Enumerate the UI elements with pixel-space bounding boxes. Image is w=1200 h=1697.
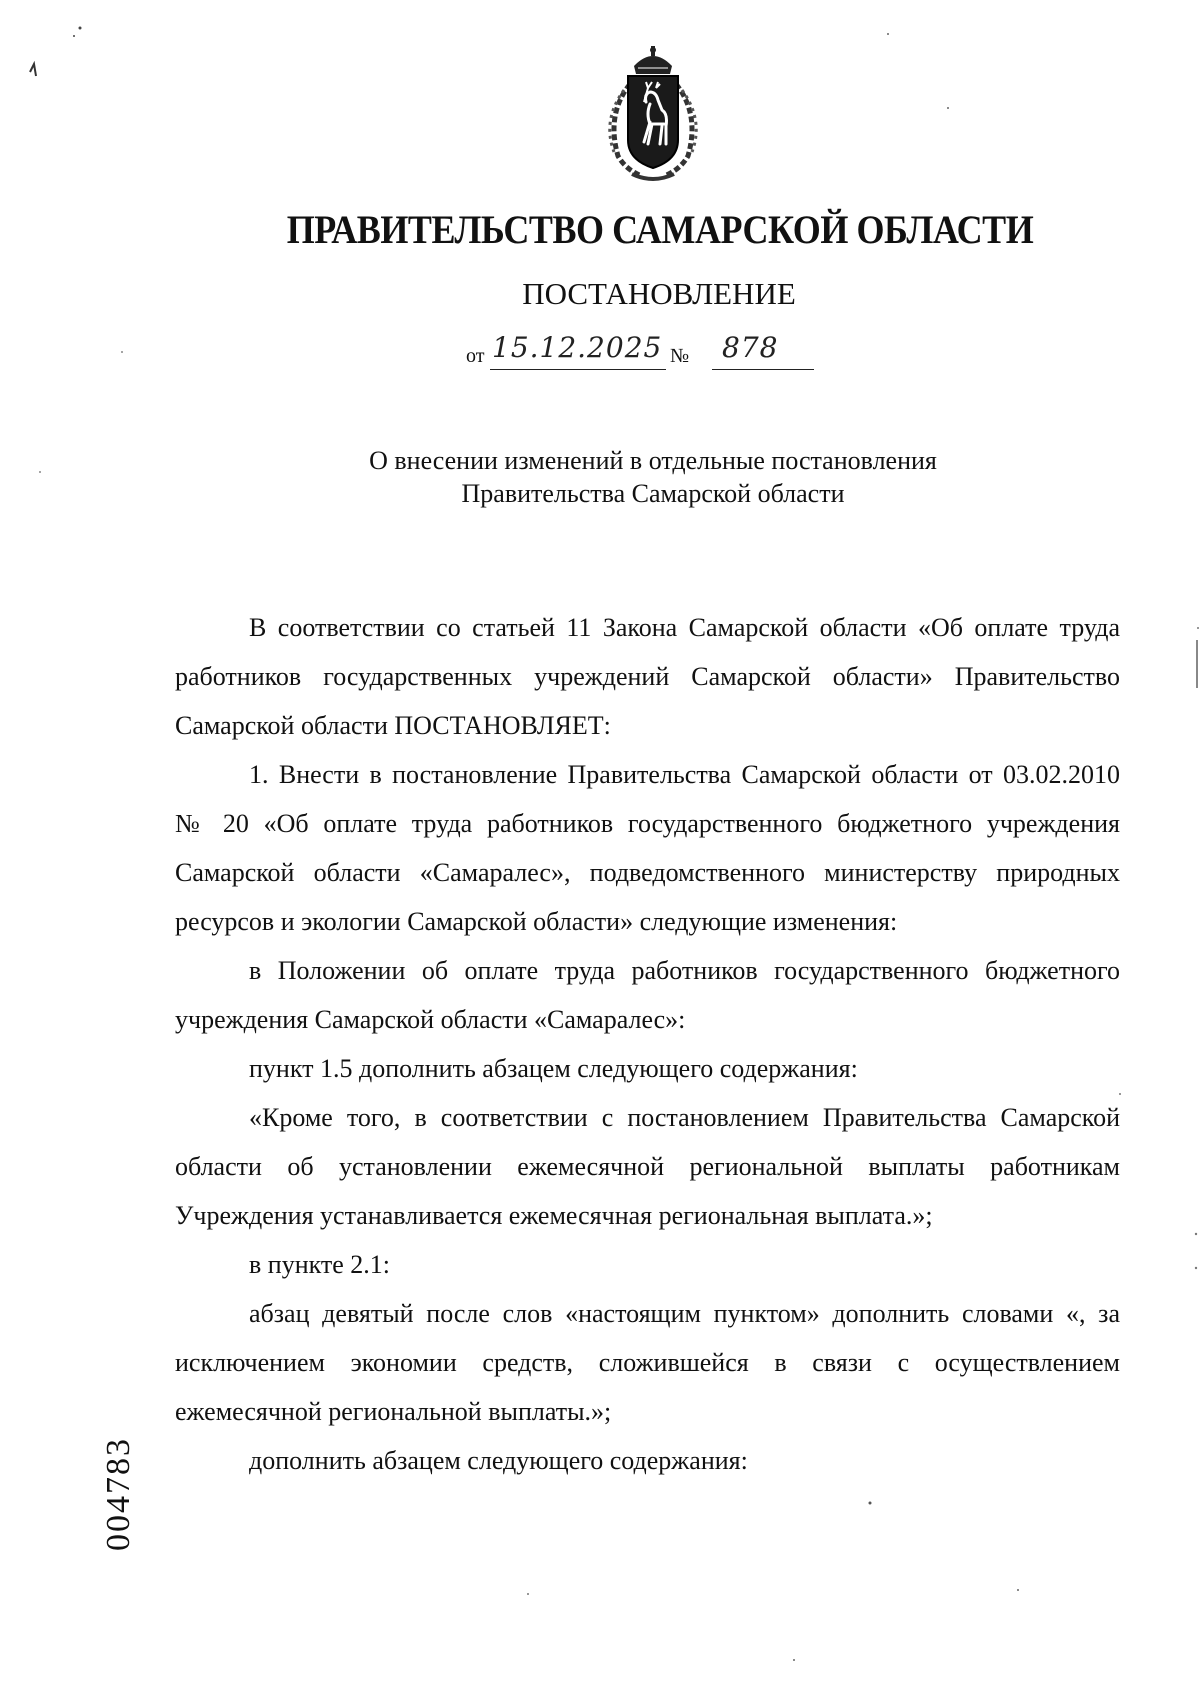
document-type: ПОСТАНОВЛЕНИЕ (522, 276, 796, 311)
samara-coat-of-arms-icon (592, 44, 714, 184)
date-number-line (466, 333, 866, 373)
side-serial-number (100, 1434, 136, 1554)
from-label: от (466, 345, 485, 367)
government-title: ПРАВИТЕЛЬСТВО САМАРСКОЙ ОБЛАСТИ (286, 207, 1034, 252)
handwritten-date: 15.12.2025 (492, 331, 663, 364)
number-underline (712, 369, 814, 370)
paragraph: дополнить абзацем следующего содержания: (249, 1446, 748, 1475)
paragraph: 1. Внести в постановление Правительства Самарской области от 03.02.2010 № 20 «Об оплате труда работников государственного бюджетного учреждения Самарской области «Самаралес», подведомственного министерству природных ресурсов и экологии Самарской области» следующие изменения: (175, 760, 1120, 936)
subject-line-2: Правительства Самарской области (461, 479, 845, 508)
paragraph: абзац девятый после слов «настоящим пунктом» дополнить словами «, за исключением экономии средств, сложившейся в связи с осуществлением ежемесячной региональной выплаты.»; (175, 1299, 1120, 1426)
paragraph: в Положении об оплате труда работников государственного бюджетного учреждения Самарской области «Самаралес»: (175, 956, 1120, 1034)
serial-number-text: 004783 (100, 1437, 137, 1551)
paragraph: В соответствии со статьей 11 Закона Самарской области «Об оплате труда работников государственных учреждений Самарской области» Правительство Самарской области ПОСТАНОВЛЯЕТ: (175, 613, 1120, 740)
date-underline (490, 369, 666, 370)
number-label: № (670, 345, 690, 367)
paragraph: в пункте 2.1: (249, 1250, 391, 1279)
subject-line-1: О внесении изменений в отдельные постановления (369, 446, 937, 475)
handwritten-number: 878 (722, 331, 779, 364)
paragraph: «Кроме того, в соответствии с постановлением Правительства Самарской области об установлении ежемесячной региональной выплаты работникам Учреждения устанавливается ежемесячная региональная выплата.»; (175, 1103, 1120, 1230)
document-subject (0, 444, 1200, 510)
paragraph: пункт 1.5 дополнить абзацем следующего содержания: (249, 1054, 858, 1083)
document-body (175, 603, 1120, 1485)
